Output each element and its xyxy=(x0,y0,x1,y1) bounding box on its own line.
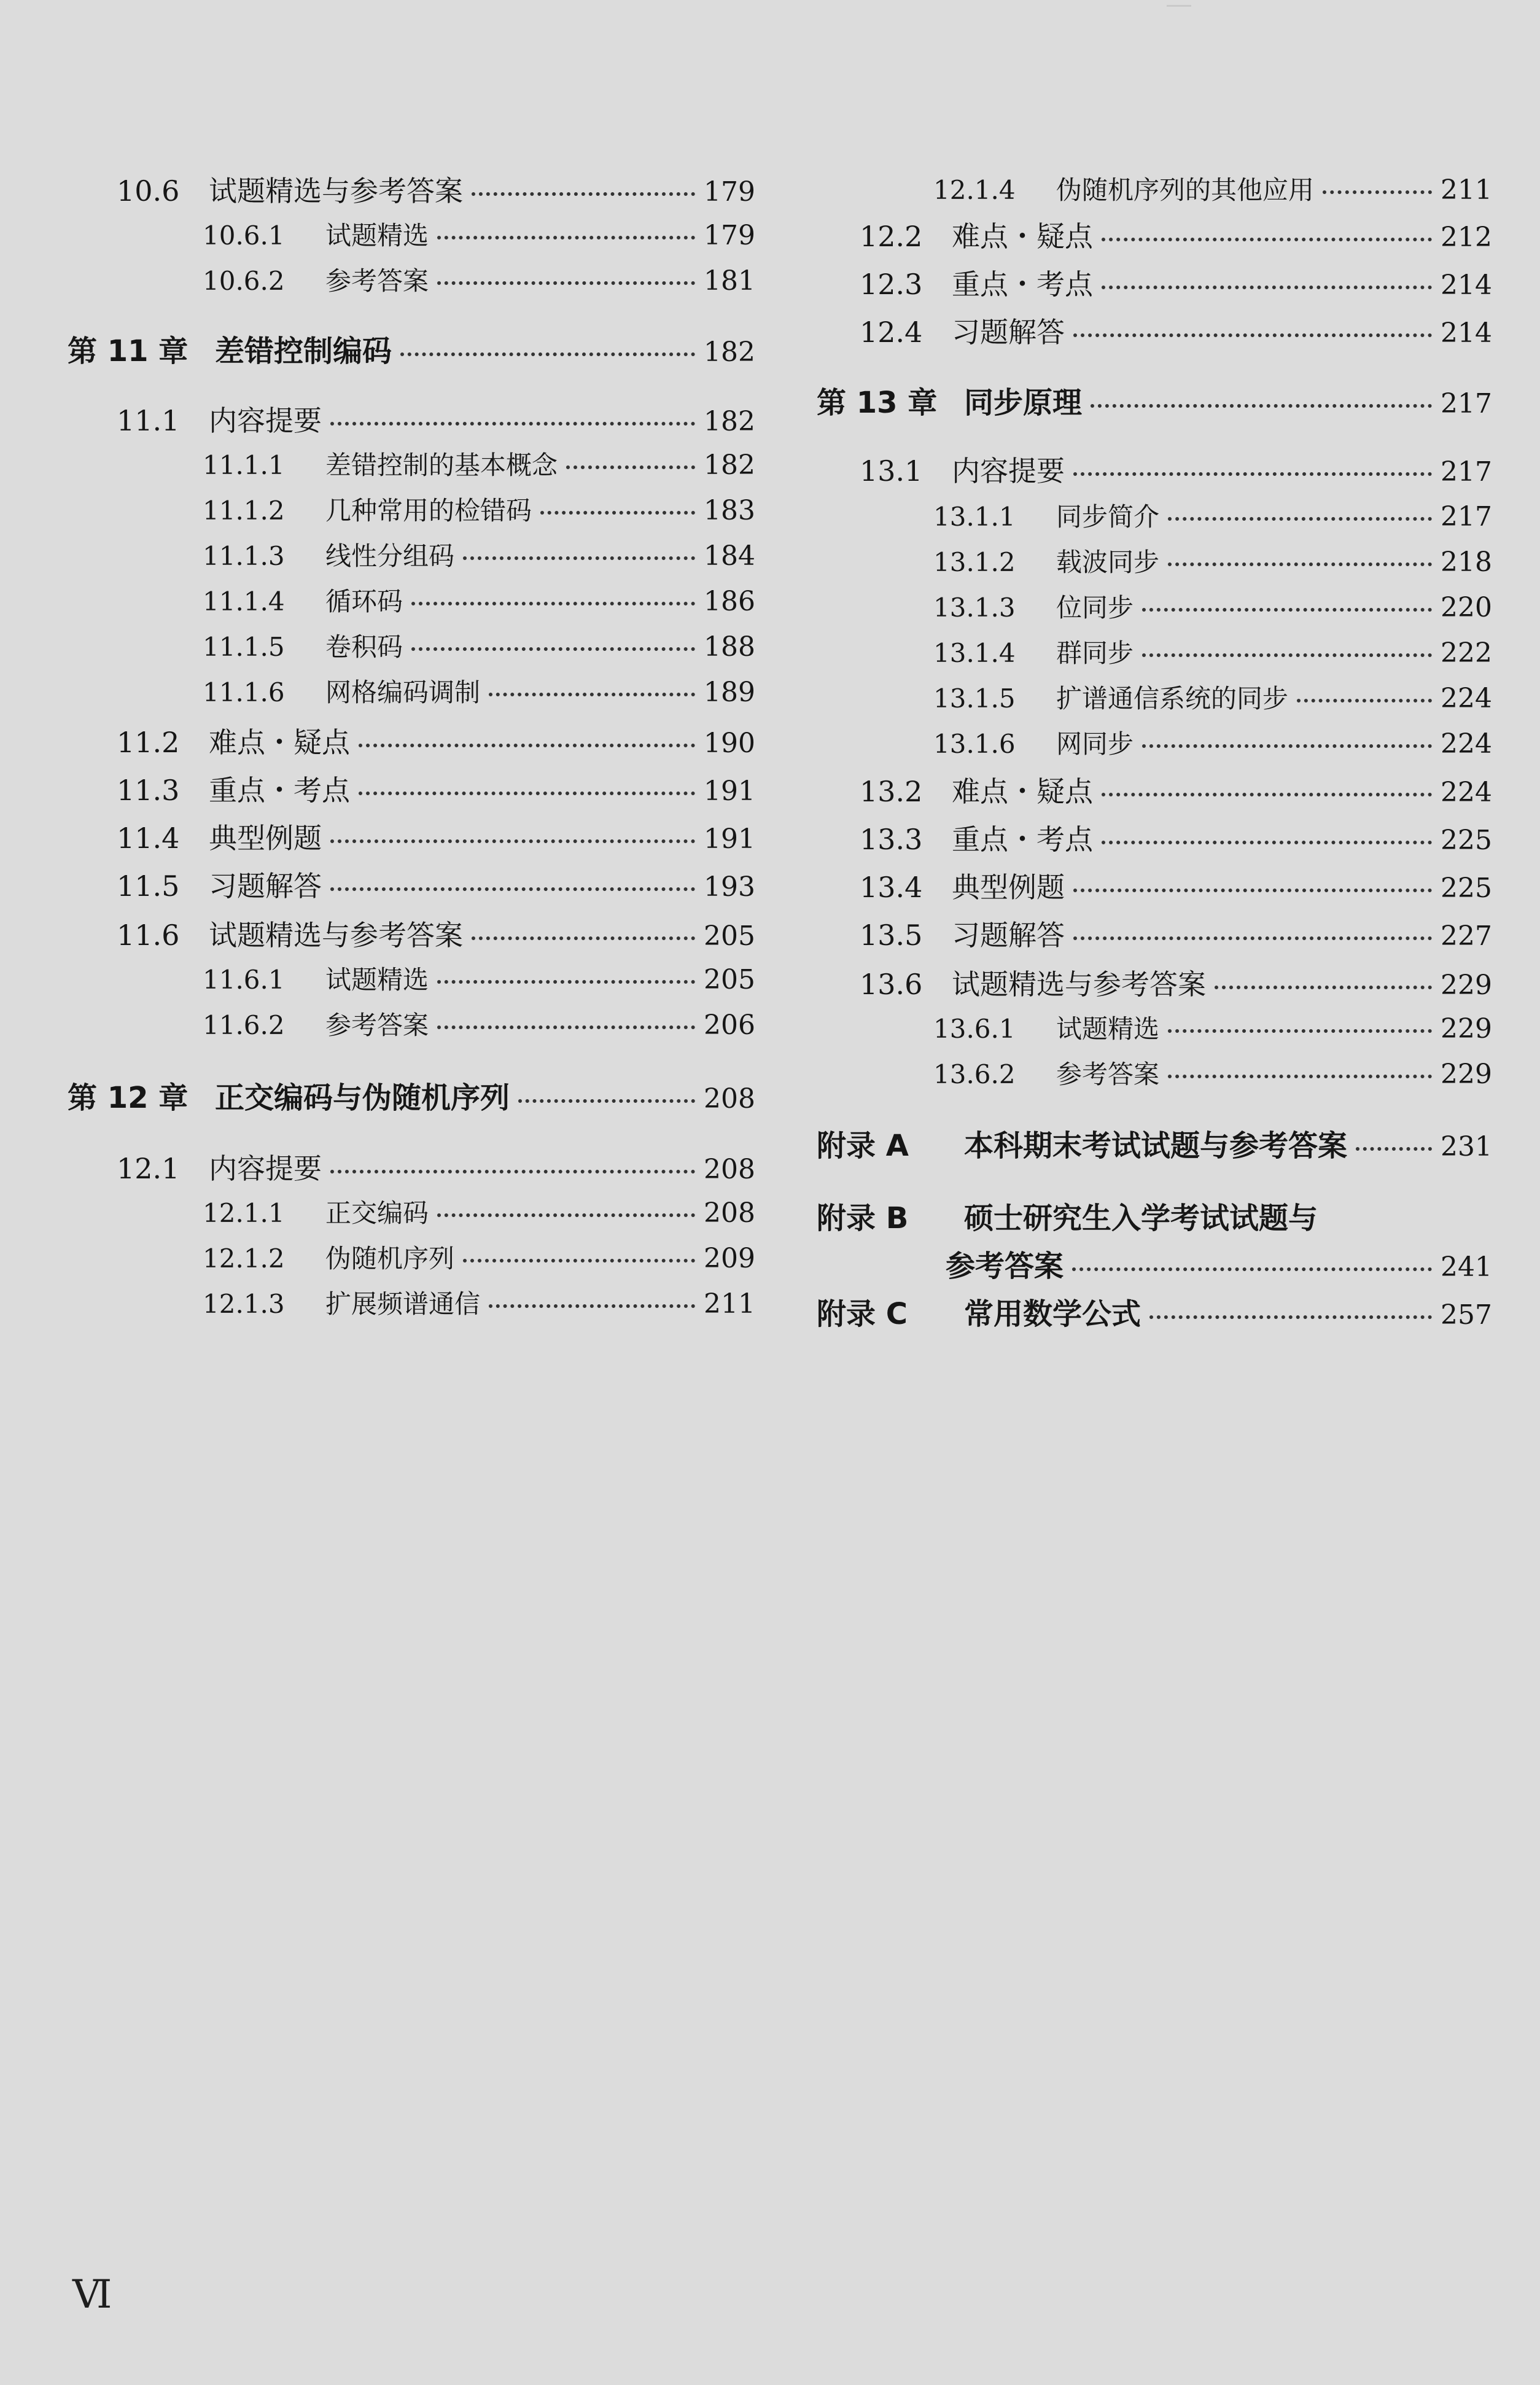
toc-leader-dots xyxy=(1168,1075,1432,1078)
toc-entry-title: 位同步 xyxy=(1056,593,1134,623)
toc-entry-page: 182 xyxy=(704,449,755,481)
toc-entry xyxy=(68,921,755,950)
toc-leader-dots xyxy=(411,602,695,605)
toc-entry-number: 13.5 xyxy=(860,919,923,952)
toc-entry xyxy=(817,388,1492,418)
toc-entry xyxy=(68,334,755,368)
toc-entry-page: 188 xyxy=(704,631,755,663)
toc-entry xyxy=(68,776,755,805)
toc-leader-dots xyxy=(463,556,695,560)
toc-entry xyxy=(817,921,1492,950)
toc-entry-number: 11.2 xyxy=(117,726,180,759)
toc-leader-dots xyxy=(400,352,695,356)
toc-entry-page: 209 xyxy=(704,1243,755,1274)
toc-leader-dots xyxy=(330,887,695,891)
toc-entry-page: 179 xyxy=(704,176,755,208)
toc-entry xyxy=(68,631,755,663)
toc-entry-number: 附录 B xyxy=(817,1201,909,1235)
toc-entry-page: 214 xyxy=(1441,317,1492,349)
toc-entry-page: 225 xyxy=(1441,873,1492,904)
toc-entry-title: 难点・疑点 xyxy=(952,220,1093,253)
toc-entry-number: 12.3 xyxy=(860,268,923,301)
toc-entry-title: 重点・考点 xyxy=(952,268,1093,301)
bleed-through-mark xyxy=(1167,0,1191,7)
toc-entry xyxy=(817,174,1492,206)
toc-entry-number: 12.4 xyxy=(860,316,923,349)
toc-leader-dots xyxy=(437,1025,695,1029)
toc-entry-title: 习题解答 xyxy=(952,316,1065,349)
toc-entry-title: 内容提要 xyxy=(209,404,322,437)
toc-entry-page: 229 xyxy=(1441,970,1492,1001)
toc-entry-number: 11.4 xyxy=(117,822,180,855)
toc-entry-page: 189 xyxy=(704,677,755,708)
toc-entry-number: 13.1.5 xyxy=(933,683,1016,714)
toc-entry-number: 11.1 xyxy=(117,404,180,437)
toc-entry xyxy=(817,501,1492,532)
toc-entry-number: 11.1.1 xyxy=(203,450,285,480)
toc-entry-number: 第 11 章 xyxy=(68,334,189,368)
toc-entry-page: 224 xyxy=(1441,777,1492,808)
toc-entry-page: 205 xyxy=(704,920,755,952)
toc-entry-page: 208 xyxy=(704,1197,755,1229)
toc-entry-title: 内容提要 xyxy=(952,454,1065,488)
toc-entry-number: 12.2 xyxy=(860,220,923,253)
toc-leader-dots xyxy=(463,1259,695,1263)
toc-leader-dots xyxy=(330,1170,695,1173)
toc-entry-title: 典型例题 xyxy=(209,822,322,855)
toc-entry xyxy=(817,970,1492,999)
toc-entry-page: 193 xyxy=(704,871,755,903)
toc-entry-number: 附录 C xyxy=(817,1297,908,1331)
toc-entry-title: 本科期末考试试题与参考答案 xyxy=(964,1129,1348,1163)
toc-entry-title: 重点・考点 xyxy=(952,823,1093,856)
toc-leader-dots xyxy=(359,744,695,747)
toc-entry xyxy=(817,873,1492,902)
toc-entry-number: 11.3 xyxy=(117,774,180,807)
toc-entry-number: 第 13 章 xyxy=(817,386,938,420)
toc-entry xyxy=(68,964,755,995)
toc-entry-number: 11.1.2 xyxy=(203,496,285,526)
toc-leader-dots xyxy=(1149,1315,1432,1319)
toc-entry-number: 第 12 章 xyxy=(68,1081,189,1115)
toc-leader-dots xyxy=(566,465,695,469)
toc-entry-title: 循环码 xyxy=(325,586,403,617)
toc-entry-page: 224 xyxy=(1441,728,1492,760)
toc-entry-title: 正交编码 xyxy=(325,1198,429,1228)
toc-entry-number: 13.1.1 xyxy=(933,502,1016,532)
toc-entry-number: 13.6 xyxy=(860,968,923,1001)
toc-entry-page: 182 xyxy=(704,406,755,437)
page-folio: Ⅵ xyxy=(72,2272,112,2317)
toc-entry-number: 12.1.3 xyxy=(203,1289,285,1319)
toc-entry-page: 225 xyxy=(1441,825,1492,856)
toc-entry xyxy=(68,1245,755,1272)
toc-leader-dots xyxy=(1142,744,1432,748)
toc-entry-page: 229 xyxy=(1441,1013,1492,1045)
toc-entry-title: 伪随机序列 xyxy=(325,1243,455,1274)
toc-leader-dots xyxy=(437,236,695,239)
toc-entry xyxy=(68,679,755,706)
toc-leader-dots xyxy=(330,839,695,843)
toc-entry xyxy=(817,318,1492,347)
toc-leader-dots xyxy=(1102,793,1432,796)
toc-leader-dots xyxy=(1168,517,1432,521)
toc-entry xyxy=(68,497,755,524)
toc-entry-title: 参考答案 xyxy=(325,266,429,296)
toc-leader-dots xyxy=(1073,936,1432,940)
toc-entry-page: 222 xyxy=(1441,637,1492,669)
toc-entry-page: 220 xyxy=(1441,592,1492,623)
toc-entry-title: 内容提要 xyxy=(209,1152,322,1185)
toc-entry-page: 231 xyxy=(1441,1131,1492,1162)
toc-entry-number: 13.1.3 xyxy=(933,593,1016,623)
toc-entry-page: 208 xyxy=(704,1083,755,1115)
toc-leader-dots xyxy=(359,792,695,795)
toc-entry xyxy=(68,1197,755,1229)
toc-leader-dots xyxy=(1323,190,1432,194)
toc-entry-title: 常用数学公式 xyxy=(964,1297,1141,1331)
toc-entry xyxy=(68,872,755,901)
toc-entry xyxy=(817,594,1492,621)
toc-entry-page: 218 xyxy=(1441,547,1492,578)
toc-entry xyxy=(68,265,755,297)
toc-entry-number: 13.3 xyxy=(860,823,923,856)
toc-entry xyxy=(68,404,755,437)
toc-entry xyxy=(68,1288,755,1320)
toc-leader-dots xyxy=(472,192,695,196)
toc-entry-number: 11.1.3 xyxy=(203,541,285,571)
toc-entry-number: 11.1.5 xyxy=(203,632,285,662)
toc-leader-dots xyxy=(1091,404,1432,408)
toc-entry-number: 附录 A xyxy=(817,1129,909,1163)
toc-entry-number: 11.6.1 xyxy=(203,965,285,995)
toc-entry-title: 载波同步 xyxy=(1056,547,1160,577)
toc-entry-page: 212 xyxy=(1441,222,1492,253)
toc-entry-number: 10.6 xyxy=(117,174,180,208)
toc-entry xyxy=(817,1131,1492,1161)
toc-entry xyxy=(817,1201,1492,1235)
toc-entry-page: 206 xyxy=(704,1010,755,1041)
toc-leader-dots xyxy=(437,980,695,984)
toc-entry-number: 11.6.2 xyxy=(203,1010,285,1040)
toc-leader-dots xyxy=(472,936,695,940)
toc-entry-title: 参考答案 xyxy=(325,1010,429,1040)
toc-entry xyxy=(817,728,1492,760)
toc-entry xyxy=(817,637,1492,669)
toc-entry-title: 差错控制编码 xyxy=(215,334,392,368)
toc-entry xyxy=(68,222,755,249)
toc-entry xyxy=(817,825,1492,854)
toc-leader-dots xyxy=(1142,608,1432,612)
toc-entry-title: 习题解答 xyxy=(952,919,1065,952)
toc-entry-number: 13.1.4 xyxy=(933,638,1016,668)
toc-entry-number: 13.6.2 xyxy=(933,1059,1016,1089)
toc-entry xyxy=(817,1251,1492,1281)
toc-entry-number: 13.2 xyxy=(860,775,923,808)
toc-entry-page: 190 xyxy=(704,728,755,759)
toc-leader-dots xyxy=(437,1213,695,1217)
toc-entry-title: 正交编码与伪随机序列 xyxy=(215,1081,510,1115)
toc-entry-page: 205 xyxy=(704,964,755,995)
toc-entry xyxy=(817,1061,1492,1088)
toc-entry-number: 12.1.4 xyxy=(933,175,1016,205)
toc-entry-number: 13.1.6 xyxy=(933,729,1016,759)
toc-leader-dots xyxy=(1215,986,1432,989)
toc-entry xyxy=(68,1012,755,1039)
toc-entry-number: 10.6.2 xyxy=(203,266,285,296)
toc-leader-dots xyxy=(540,511,695,515)
toc-leader-dots xyxy=(1168,1029,1432,1033)
toc-entry xyxy=(817,222,1492,251)
toc-entry xyxy=(817,1299,1492,1329)
toc-leader-dots xyxy=(1356,1147,1432,1151)
toc-entry xyxy=(68,728,755,757)
toc-entry-page: 217 xyxy=(1441,456,1492,488)
toc-leader-dots xyxy=(1073,472,1432,476)
toc-leader-dots xyxy=(1102,286,1432,289)
toc-entry-page: 183 xyxy=(704,495,755,526)
toc-entry-page: 217 xyxy=(1441,388,1492,419)
toc-entry xyxy=(817,1013,1492,1045)
toc-entry-title: 同步简介 xyxy=(1056,502,1160,532)
toc-entry-title: 重点・考点 xyxy=(209,774,350,807)
toc-entry-page: 241 xyxy=(1441,1251,1492,1283)
toc-entry xyxy=(68,1154,755,1183)
toc-leader-dots xyxy=(1073,889,1432,892)
toc-entry-page: 214 xyxy=(1441,270,1492,301)
toc-entry-page: 208 xyxy=(704,1154,755,1185)
toc-entry-number: 11.1.4 xyxy=(203,586,285,617)
toc-entry-number: 12.1 xyxy=(117,1152,180,1185)
toc-entry xyxy=(817,454,1492,488)
toc-entry xyxy=(68,449,755,481)
toc-entry-page: 182 xyxy=(704,337,755,368)
toc-entry xyxy=(68,174,755,208)
toc-entry-title: 群同步 xyxy=(1056,638,1134,668)
toc-entry-number: 13.1.2 xyxy=(933,547,1016,577)
toc-entry-number: 11.5 xyxy=(117,870,180,903)
toc-entry-number: 11.6 xyxy=(117,919,180,952)
toc-entry-page: 191 xyxy=(704,776,755,807)
toc-entry xyxy=(68,588,755,615)
toc-entry-page: 179 xyxy=(704,220,755,251)
toc-entry-title: 几种常用的检错码 xyxy=(325,496,532,526)
toc-entry-page: 184 xyxy=(704,540,755,572)
toc-entry-title: 网同步 xyxy=(1056,729,1134,759)
toc-entry-title: 试题精选 xyxy=(325,220,429,251)
toc-leader-dots xyxy=(437,281,695,285)
toc-entry-title: 差错控制的基本概念 xyxy=(325,450,558,480)
toc-entry-number: 11.1.6 xyxy=(203,677,285,707)
toc-entry-title: 难点・疑点 xyxy=(952,775,1093,808)
toc-entry-number: 12.1.1 xyxy=(203,1198,285,1228)
toc-entry-number: 13.1 xyxy=(860,454,923,488)
toc-leader-dots xyxy=(330,422,695,426)
toc-entry xyxy=(817,270,1492,299)
toc-entry-title: 扩展频谱通信 xyxy=(325,1289,481,1319)
toc-entry-page: 211 xyxy=(1441,174,1492,206)
toc-entry-page: 257 xyxy=(1441,1299,1492,1331)
toc-entry-page: 186 xyxy=(704,586,755,617)
toc-leader-dots xyxy=(518,1099,695,1103)
toc-entry-title: 同步原理 xyxy=(964,386,1083,420)
toc-entry-title: 试题精选 xyxy=(325,965,429,995)
toc-entry-title: 试题精选与参考答案 xyxy=(209,919,463,952)
toc-entry-page: 217 xyxy=(1441,501,1492,532)
toc-entry xyxy=(817,777,1492,806)
toc-entry-title: 网格编码调制 xyxy=(325,677,481,707)
toc-entry-page: 227 xyxy=(1441,920,1492,952)
toc-entry-number: 13.6.1 xyxy=(933,1014,1016,1044)
toc-leader-dots xyxy=(1073,333,1432,337)
toc-entry-title: 卷积码 xyxy=(325,632,403,662)
toc-leader-dots xyxy=(1102,841,1432,844)
toc-leader-dots xyxy=(1168,562,1432,566)
toc-entry-title: 试题精选与参考答案 xyxy=(209,174,463,208)
toc-entry-title: 习题解答 xyxy=(209,870,322,903)
toc-leader-dots xyxy=(1072,1267,1432,1271)
toc-entry xyxy=(817,549,1492,576)
toc-entry xyxy=(817,685,1492,712)
toc-entry-title: 扩谱通信系统的同步 xyxy=(1056,683,1289,714)
toc-leader-dots xyxy=(411,647,695,651)
toc-entry-title: 难点・疑点 xyxy=(209,726,350,759)
toc-entry-page: 181 xyxy=(704,265,755,297)
toc-entry-title: 线性分组码 xyxy=(325,541,455,571)
toc-entry-title: 试题精选 xyxy=(1056,1014,1160,1044)
toc-entry xyxy=(68,824,755,853)
toc-entry-title: 参考答案 xyxy=(946,1249,1064,1283)
toc-entry-title: 典型例题 xyxy=(952,871,1065,904)
toc-leader-dots xyxy=(489,1304,695,1308)
toc-entry-page: 229 xyxy=(1441,1059,1492,1090)
toc-leader-dots xyxy=(1102,238,1432,241)
toc-entry-page: 211 xyxy=(704,1288,755,1320)
toc-entry xyxy=(68,1083,755,1113)
toc-entry-page: 191 xyxy=(704,823,755,855)
toc-leader-dots xyxy=(1142,653,1432,657)
toc-entry-title: 试题精选与参考答案 xyxy=(952,968,1206,1001)
toc-entry-number: 10.6.1 xyxy=(203,220,285,251)
toc-entry-page: 224 xyxy=(1441,683,1492,714)
toc-entry-number: 13.4 xyxy=(860,871,923,904)
toc-entry-title: 参考答案 xyxy=(1056,1059,1160,1089)
toc-leader-dots xyxy=(489,693,695,696)
toc-leader-dots xyxy=(1297,699,1432,702)
toc-entry xyxy=(68,540,755,572)
toc-entry-title: 硕士研究生入学考试试题与 xyxy=(964,1201,1318,1235)
toc-entry-number: 12.1.2 xyxy=(203,1243,285,1274)
toc-entry-title: 伪随机序列的其他应用 xyxy=(1056,175,1315,205)
